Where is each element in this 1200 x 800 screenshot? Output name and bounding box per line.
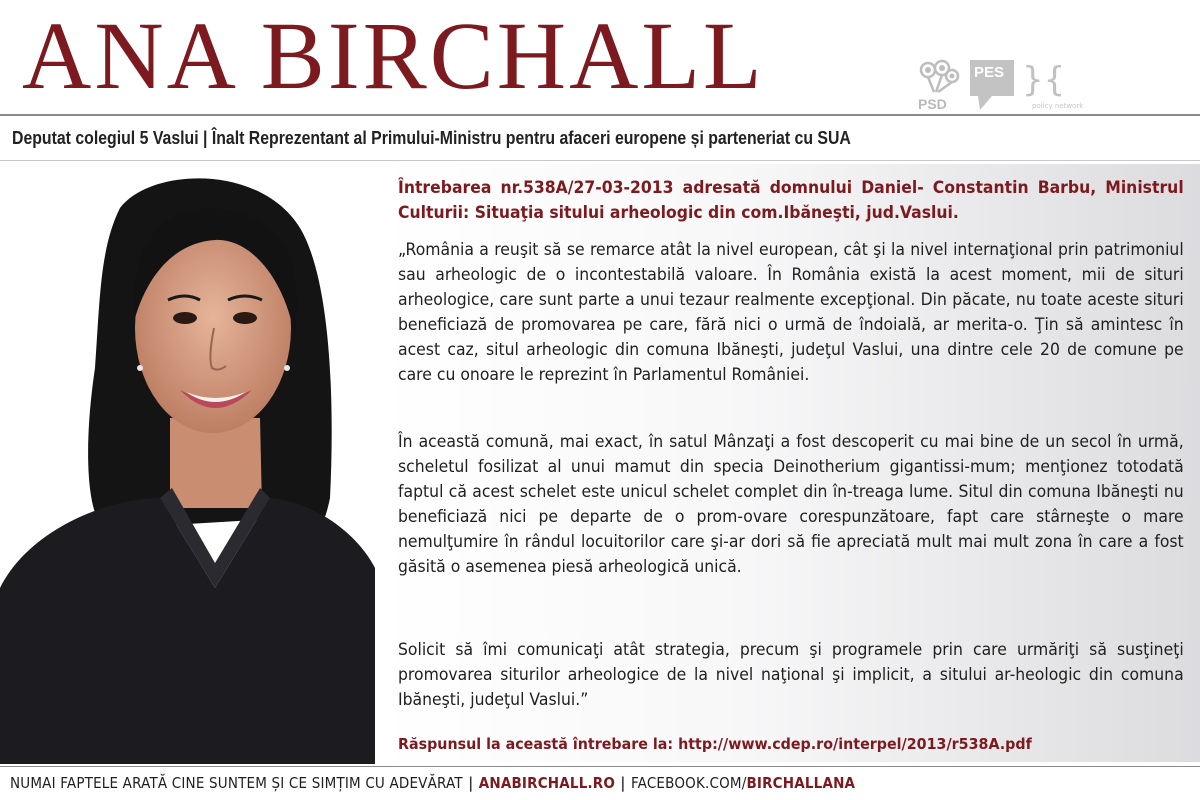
- psd-rose-logo-icon: [912, 58, 964, 114]
- policy-network-label: policy network: [1032, 102, 1084, 110]
- psd-logo-label: PSD: [918, 96, 947, 112]
- footer-slogan: NUMAI FAPTELE ARATĂ CINE SUNTEM ȘI CE SIMȚIM CU ADEVĂRAT: [10, 774, 463, 792]
- pes-logo-icon: [970, 60, 1014, 112]
- footer-separator: |: [468, 774, 474, 792]
- footer-separator: |: [620, 774, 626, 792]
- subtitle-divider: [0, 160, 1200, 161]
- footer-facebook-handle[interactable]: BIRCHALLANA: [746, 774, 856, 792]
- page-title: ANA BIRCHALL: [22, 2, 765, 109]
- policy-network-mark: }{: [1022, 60, 1066, 100]
- header-divider: [0, 114, 1200, 116]
- answer-url-link[interactable]: http://www.cdep.ro/interpel/2013/r538A.pdf: [678, 735, 1032, 753]
- article-paragraph: Solicit să îmi comunicaţi atât strategia, precum şi programele prin care urmăriţi să susţineţi promovarea siturilor arheologice de la nivel naţional şi implicit, a sitului ar-heologic din comuna Ibăneşti, judeţul Vaslui.”: [398, 640, 1184, 710]
- article-paragraph: În această comună, mai exact, în satul Mânzaţi a fost descoperit cu mai bine de un secol în urmă, scheletul fosilizat al unui mamut din specia Deinotherium gigantissi-mum; menţionez totodată faptul că acest schelet este unicul schelet complet din în-treaga lume. Situl din comuna Ibăneşti nu beneficiază nici pe departe de o prom-ovare corespunzătoare, fapt care stârneşte o mare nemulţumire în rândul locuitorilor care şi-ar dori să fie apreciată mult mai mult zona în care a fost găsită o asemenea piesă arheologică unică.: [398, 432, 1184, 577]
- footer-facebook-prefix[interactable]: FACEBOOK.COM/: [630, 774, 747, 792]
- party-logos: [912, 58, 1084, 114]
- answer-prefix: Răspunsul la această întrebare la:: [398, 735, 679, 753]
- pes-logo-label: PES: [974, 64, 1005, 81]
- policy-network-logo-icon: [1022, 58, 1084, 114]
- page-subtitle: Deputat colegiul 5 Vaslui | Înalt Reprezentant al Primului-Ministru pentru afaceri europene și parteneriat cu SUA: [12, 128, 851, 148]
- question-title: Întrebarea nr.538A/27-03-2013 adresată domnului Daniel- Constantin Barbu, Ministrul Culturii: Situaţia sitului arheologic din com.Ibăneşti, jud.Vaslui.: [398, 178, 1184, 223]
- footer-divider: [0, 766, 1200, 767]
- footer: [10, 774, 855, 792]
- footer-website-link[interactable]: ANABIRCHALL.RO: [478, 774, 616, 792]
- article-paragraph: „România a reuşit să se remarce atât la nivel european, cât şi la nivel internaţional prin patrimoniul sau arheologic de o incontestabilă valoare. În România există la acest moment, mii de situri arheologice, care sunt parte a unui tezaur realmente excepţional. Din păcate, nu toate aceste situri beneficiază de promovarea pe care, fără nici o urmă de îndoială, ar merita-o. Ţin să amintesc în acest caz, situl arheologic din comuna Ibăneşti, judeţul Vaslui, una dintre cele 20 de comune pe care cu onoare le reprezint în Parlamentul României.: [398, 240, 1184, 385]
- portrait-photo: [0, 168, 375, 764]
- answer-link-line: [398, 735, 1032, 753]
